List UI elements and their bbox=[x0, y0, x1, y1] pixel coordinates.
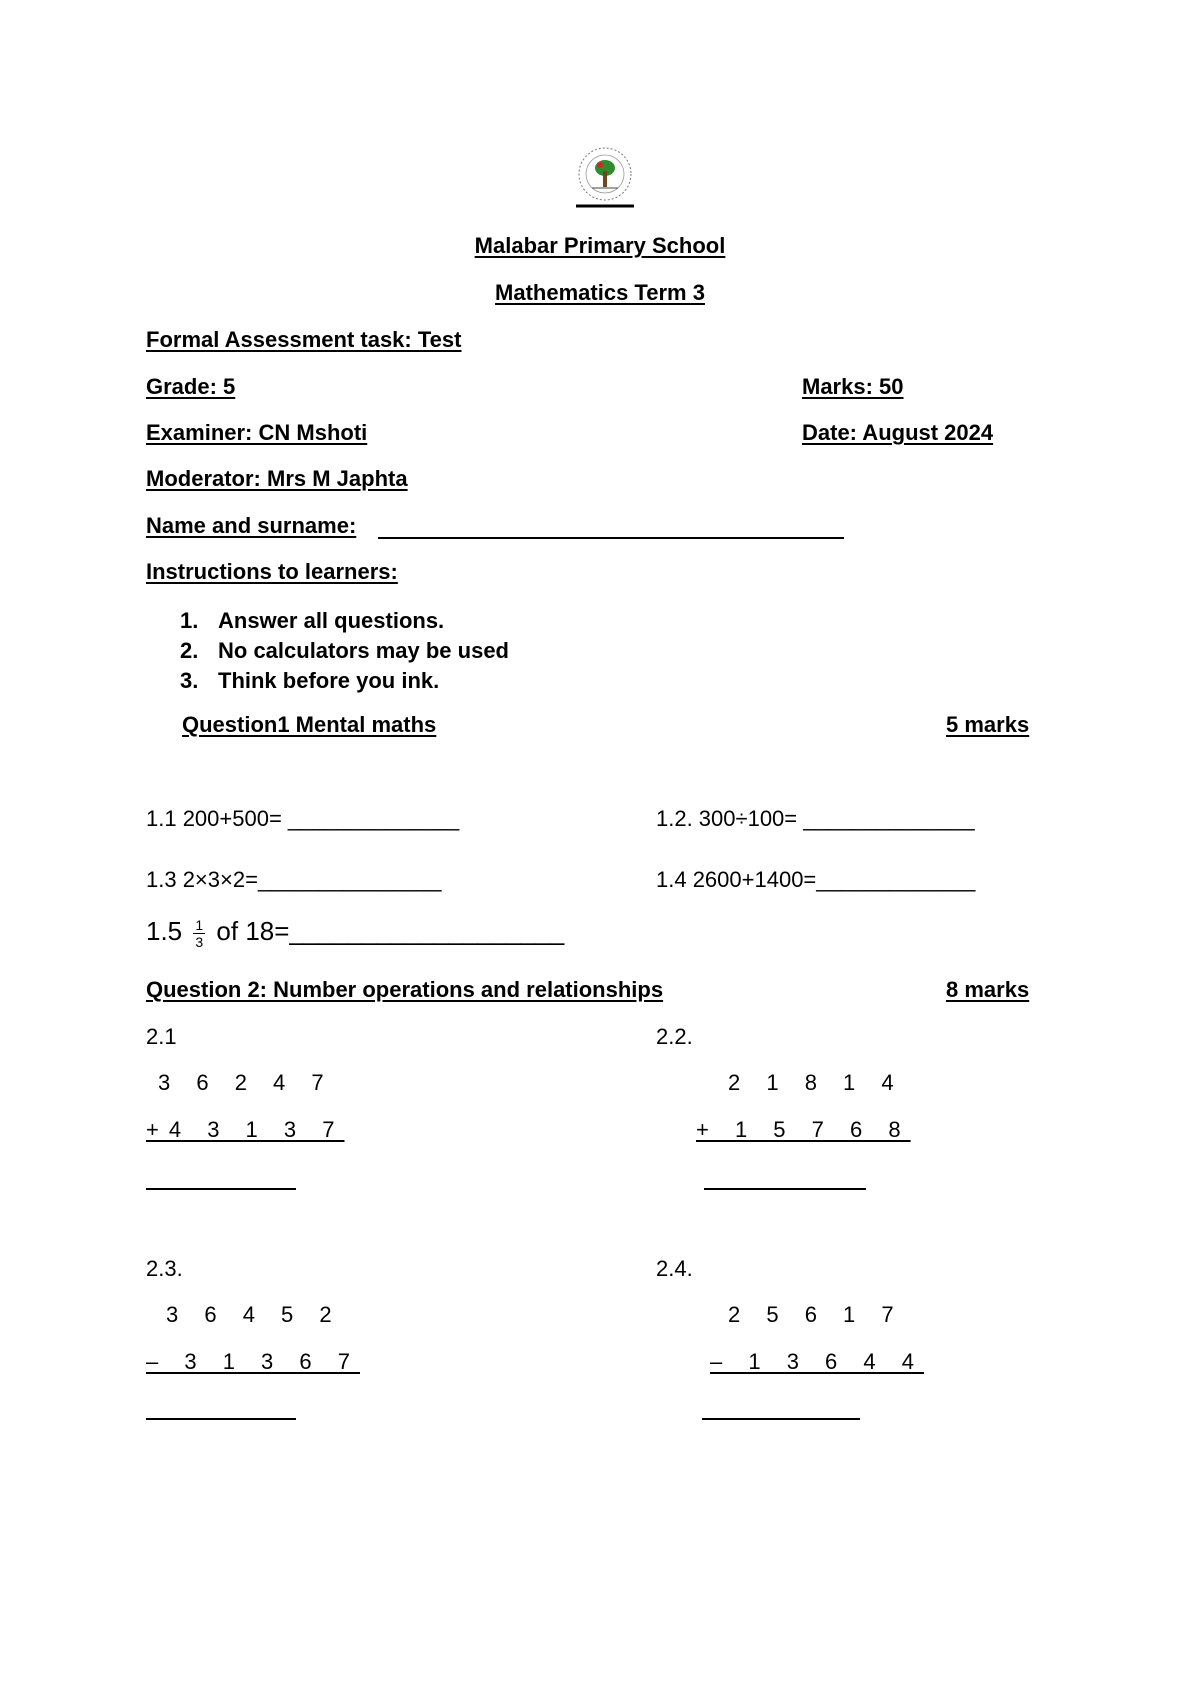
q1-item-3[interactable]: 1.3 2×3×2=_______________ bbox=[146, 867, 442, 892]
question2-title: Question 2: Number operations and relationships bbox=[146, 977, 664, 1002]
sum-2-4-label: 2.4. bbox=[656, 1256, 693, 1281]
sum-2-1-top: 3 6 2 4 7 bbox=[158, 1070, 334, 1095]
moderator-label: Moderator: Mrs M Japhta bbox=[146, 466, 408, 491]
instructions-list bbox=[180, 606, 509, 696]
sum-2-1-bottom: +4 3 1 3 7 bbox=[146, 1117, 345, 1142]
sum-2-2-label: 2.2. bbox=[656, 1024, 693, 1049]
sum-2-2-top: 2 1 8 1 4 bbox=[728, 1070, 904, 1095]
sum-2-2-answer-line[interactable] bbox=[704, 1188, 866, 1190]
instructions-title: Instructions to learners: bbox=[146, 559, 398, 584]
sum-2-1-answer-line[interactable] bbox=[146, 1188, 296, 1190]
sum-2-4-bottom: – 1 3 6 4 4 bbox=[710, 1349, 924, 1374]
school-crest-logo bbox=[574, 146, 636, 208]
sum-2-3-bottom: – 3 1 3 6 7 bbox=[146, 1349, 360, 1374]
name-surname-label: Name and surname: bbox=[146, 513, 357, 538]
q1-item-5-prefix: 1.5 bbox=[146, 916, 183, 946]
q1-item-5-suffix: of 18=___________________ bbox=[216, 916, 565, 946]
date-label: Date: August 2024 bbox=[802, 420, 994, 445]
sum-2-2-bottom: + 1 5 7 6 8 bbox=[696, 1117, 911, 1142]
name-answer-line[interactable] bbox=[378, 537, 844, 539]
sum-2-4-top: 2 5 6 1 7 bbox=[728, 1302, 904, 1327]
grade-label: Grade: 5 bbox=[146, 374, 236, 399]
task-title: Formal Assessment task: Test bbox=[146, 327, 462, 352]
question2-marks: 8 marks bbox=[946, 977, 1030, 1002]
sum-2-3-answer-line[interactable] bbox=[146, 1418, 296, 1420]
sum-2-4-answer-line[interactable] bbox=[702, 1418, 860, 1420]
school-name: Malabar Primary School bbox=[474, 233, 726, 258]
q1-item-4[interactable]: 1.4 2600+1400=_____________ bbox=[656, 867, 976, 892]
fraction-one-third: $\frac{1}{3}$ bbox=[195, 916, 204, 950]
sum-2-3-top: 3 6 4 5 2 bbox=[166, 1302, 342, 1327]
instruction-item: 3. Think before you ink. bbox=[180, 668, 440, 693]
question1-title: Question1 Mental maths bbox=[182, 712, 437, 737]
subject-title: Mathematics Term 3 bbox=[495, 280, 705, 305]
question1-marks: 5 marks bbox=[946, 712, 1030, 737]
q1-item-5[interactable] bbox=[146, 916, 564, 950]
sum-2-1-label: 2.1 bbox=[146, 1024, 177, 1049]
sum-2-3-label: 2.3. bbox=[146, 1256, 183, 1281]
instruction-item: 1. Answer all questions. bbox=[180, 608, 445, 633]
q1-item-2[interactable]: 1.2. 300÷100= ______________ bbox=[656, 806, 975, 831]
marks-label: Marks: 50 bbox=[802, 374, 904, 399]
q1-item-1[interactable]: 1.1 200+500= ______________ bbox=[146, 806, 460, 831]
examiner-label: Examiner: CN Mshoti bbox=[146, 420, 368, 445]
instruction-item: 2. No calculators may be used bbox=[180, 638, 509, 663]
